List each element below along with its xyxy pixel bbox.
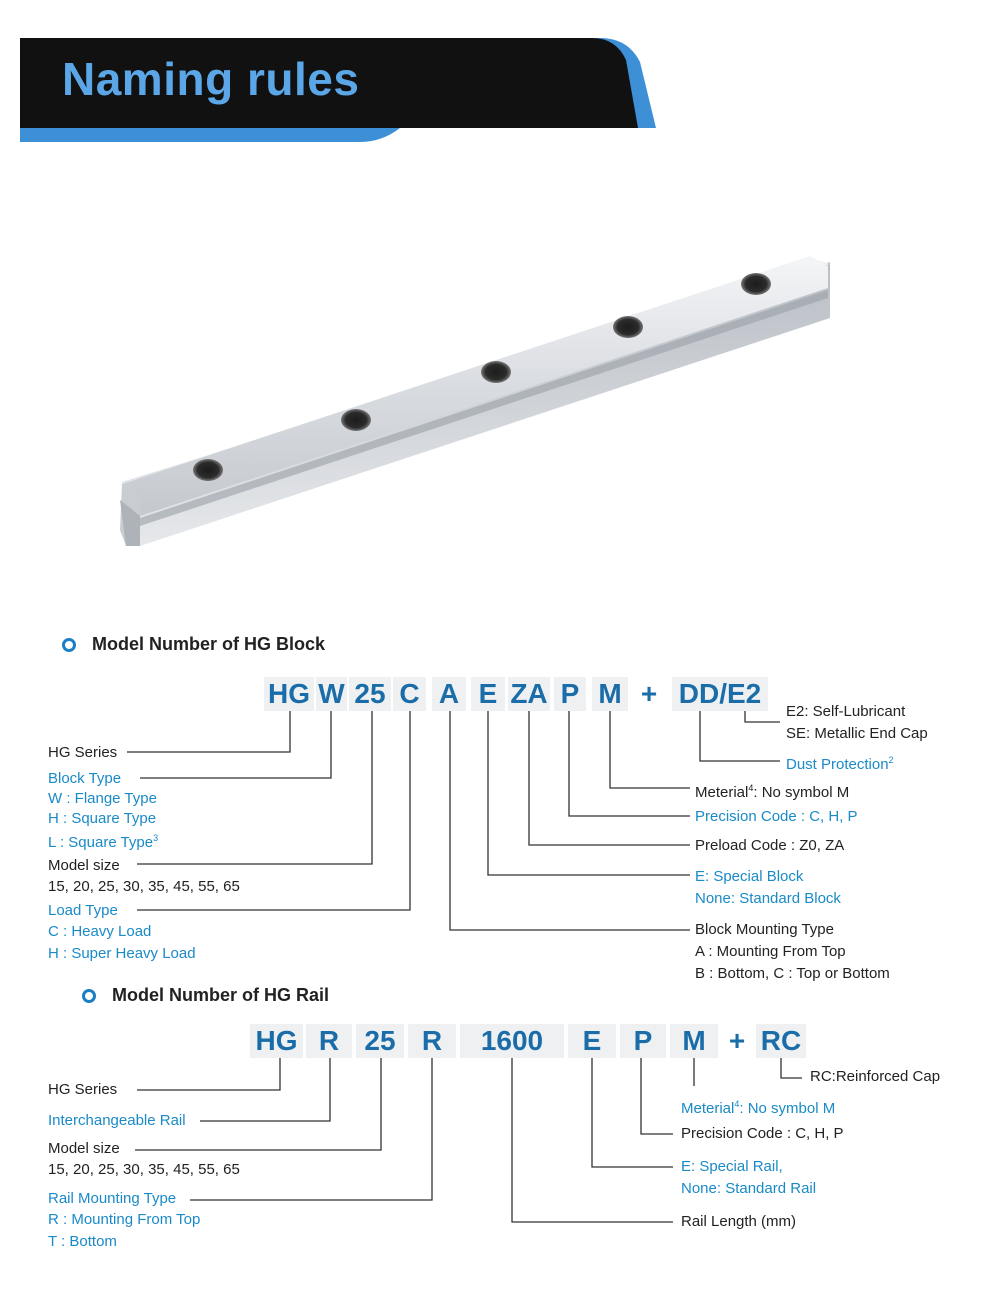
block-code-mounting: A (432, 677, 466, 711)
label-block-mounting: Block Mounting Type (695, 921, 834, 938)
rail-code-cap: RC (756, 1024, 806, 1058)
label-square-type-l: L : Square Type$^3$ (48, 833, 159, 851)
block-code-series: HG (264, 677, 314, 711)
block-code-size: 25 (349, 677, 391, 711)
rail-code-mounting: R (408, 1024, 456, 1058)
label-rail-precision: Precision Code : C, H, P (681, 1125, 844, 1142)
rail-code-size: 25 (356, 1024, 404, 1058)
rail-section-heading: Model Number of HG Rail (112, 985, 330, 1005)
label-block-type: Block Type (48, 770, 122, 787)
label-reinforced-cap: RC:Reinforced Cap (810, 1068, 941, 1085)
label-rail-mounting: Rail Mounting Type (48, 1190, 177, 1207)
label-rail-material: Meterial$^4$: No symbol M (681, 1099, 836, 1117)
rail-code-interchangeable: R (306, 1024, 352, 1058)
bullet-circle-icon (82, 989, 96, 1003)
label-rail-length: Rail Length (mm) (681, 1213, 797, 1230)
block-code-type: W (316, 677, 347, 711)
block-code-load: C (393, 677, 426, 711)
label-rail-size-values: 15, 20, 25, 30, 35, 45, 55, 65 (48, 1161, 240, 1178)
label-se-endcap: SE: Metallic End Cap (786, 725, 928, 742)
rail-code-precision: P (620, 1024, 666, 1058)
bullet-circle-icon (62, 638, 76, 652)
rail-code-special: E (568, 1024, 616, 1058)
label-standard-rail: None: Standard Rail (681, 1180, 817, 1197)
block-code-dust: DD/E2 (672, 677, 768, 711)
label-super-heavy-load: H : Super Heavy Load (48, 945, 196, 962)
label-dust-protection: Dust Protection$^2$ (786, 755, 894, 773)
header-banner (0, 0, 1000, 160)
label-load-type: Load Type (48, 902, 118, 919)
label-special-block: E: Special Block (695, 868, 804, 885)
block-code-special: E (471, 677, 505, 711)
label-rail-hg-series: HG Series (48, 1081, 118, 1098)
label-square-type-h: H : Square Type (48, 810, 157, 827)
rail-code-length: 1600 (460, 1024, 564, 1058)
label-e2-lubricant: E2: Self-Lubricant (786, 703, 906, 720)
label-special-rail: E: Special Rail, (681, 1158, 783, 1175)
label-flange-type: W : Flange Type (48, 790, 157, 807)
label-material: Meterial$^4$: No symbol M (695, 783, 850, 801)
label-size-values: 15, 20, 25, 30, 35, 45, 55, 65 (48, 878, 240, 895)
label-precision-code: Precision Code : C, H, P (695, 808, 858, 825)
label-interchangeable-rail: Interchangeable Rail (48, 1112, 186, 1129)
label-hg-series: HG Series (48, 744, 118, 761)
page-title: Naming rules (62, 53, 360, 105)
block-code-plus: + (640, 678, 658, 709)
block-code-material: M (592, 677, 628, 711)
label-heavy-load: C : Heavy Load (48, 923, 152, 940)
label-mount-t: T : Bottom (48, 1233, 117, 1250)
rail-code-plus: + (728, 1025, 746, 1056)
rail-code-material: M (670, 1024, 718, 1058)
label-mount-a: A : Mounting From Top (695, 943, 846, 960)
block-code-precision: P (554, 677, 586, 711)
label-standard-block: None: Standard Block (695, 890, 841, 907)
label-mount-bc: B : Bottom, C : Top or Bottom (695, 965, 890, 982)
label-model-size: Model size (48, 857, 120, 874)
label-mount-r: R : Mounting From Top (48, 1211, 201, 1228)
rail-code-series: HG (250, 1024, 303, 1058)
label-preload-code: Preload Code : Z0, ZA (695, 837, 845, 854)
block-code-preload: ZA (508, 677, 550, 711)
linear-rail-image (40, 200, 940, 600)
label-rail-model-size: Model size (48, 1140, 120, 1157)
block-section-heading: Model Number of HG Block (92, 634, 326, 654)
